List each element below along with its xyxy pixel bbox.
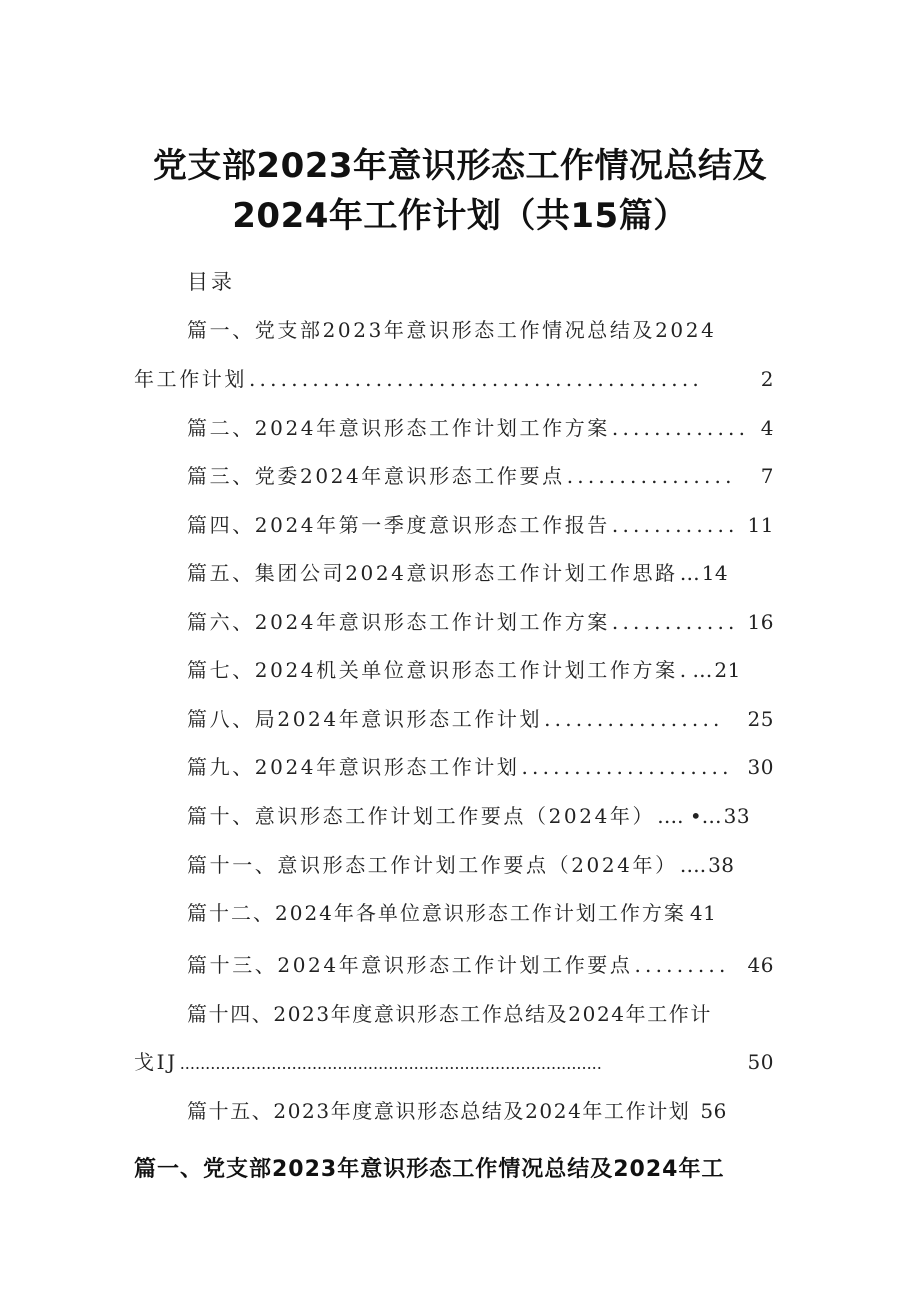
- toc-leader-dots: ...........................................: [249, 367, 703, 391]
- toc-entry-text: 篇四、2024年第一季度意识形态工作报告: [187, 513, 610, 537]
- toc-leader-dots: .........: [634, 953, 730, 977]
- toc-entry-text: 戈IJ: [134, 1050, 178, 1074]
- toc-entry-text: 篇三、党委2024年意识形态工作要点: [187, 464, 565, 488]
- document-title-line-1: 党支部2023年意识形态工作情况总结及: [152, 146, 768, 186]
- toc-entry-7[interactable]: [187, 655, 747, 685]
- toc-entry-13[interactable]: [187, 950, 774, 980]
- toc-page-number: 7: [760, 464, 774, 488]
- toc-leader-dots: …. •…: [657, 804, 722, 828]
- toc-entry-text: 篇十四、2023年度意识形态工作总结及2024年工作计: [187, 1002, 712, 1026]
- toc-page-number: 30: [747, 755, 774, 779]
- toc-entry-14-line-1[interactable]: [187, 999, 767, 1029]
- toc-entry-11[interactable]: [187, 850, 747, 880]
- toc-entry-4[interactable]: [187, 510, 774, 540]
- toc-leader-dots: ............: [611, 513, 739, 537]
- toc-page-number: 33: [723, 804, 751, 828]
- toc-entry-text: 篇一、党支部2023年意识形态工作情况总结及2024: [187, 318, 717, 342]
- toc-page-number: 4: [760, 416, 774, 440]
- toc-entry-text: 篇二、2024年意识形态工作计划工作方案: [187, 416, 610, 440]
- toc-page-number: 38: [708, 853, 735, 877]
- toc-entry-text: 篇九、2024年意识形态工作计划: [187, 755, 520, 779]
- toc-entry-text: 篇十一、意识形态工作计划工作要点（2024年）: [187, 853, 678, 877]
- toc-entry-text: 篇十、意识形态工作计划工作要点（2024年）: [187, 804, 656, 828]
- toc-page-number: 14: [701, 561, 729, 585]
- toc-entry-12[interactable]: [187, 898, 747, 928]
- toc-page-number: 25: [747, 707, 774, 731]
- toc-entry-8[interactable]: [187, 704, 774, 734]
- toc-leader-dots: ............: [611, 610, 739, 634]
- toc-leader-dots: …: [679, 561, 700, 585]
- toc-entry-text: 篇十三、2024年意识形态工作计划工作要点: [187, 953, 633, 977]
- toc-page-number: 16: [747, 610, 774, 634]
- toc-page-number: 56: [700, 1099, 727, 1123]
- toc-entry-2[interactable]: [187, 413, 774, 443]
- toc-page-number: 11: [747, 513, 774, 537]
- toc-entry-14-line-2[interactable]: [134, 1047, 774, 1077]
- toc-leader-dots: ....................: [521, 755, 733, 779]
- toc-leader-dots: . …: [679, 658, 713, 682]
- toc-entry-text: 篇十二、2024年各单位意识形态工作计划工作方案: [187, 901, 686, 925]
- toc-leader-dots: .................: [544, 707, 724, 731]
- toc-entry-text: 篇六、2024年意识形态工作计划工作方案: [187, 610, 610, 634]
- toc-page-number: 50: [747, 1050, 774, 1074]
- toc-entry-1-line-1[interactable]: [187, 315, 747, 345]
- toc-entry-6[interactable]: [187, 607, 774, 637]
- toc-leader-dots: ….: [679, 853, 707, 877]
- document-title-line-2: 2024年工作计划（共15篇）: [232, 196, 688, 236]
- toc-entry-3[interactable]: [187, 461, 774, 491]
- toc-entry-text: 篇十五、2023年度意识形态总结及2024年工作计划: [187, 1099, 691, 1123]
- toc-leader-dots: .............: [611, 416, 750, 440]
- toc-leader-dots: ................: [566, 464, 736, 488]
- toc-entry-10[interactable]: [187, 801, 757, 831]
- toc-page-number: 21: [714, 658, 741, 682]
- toc-entry-text: 篇七、2024机关单位意识形态工作计划工作方案: [187, 658, 678, 682]
- toc-leader-dots: ...................................................................................: [179, 1054, 602, 1073]
- toc-entry-text: 篇八、局2024年意识形态工作计划: [187, 707, 543, 731]
- toc-entry-text: 年工作计划: [134, 367, 247, 391]
- toc-page-number: 46: [747, 953, 774, 977]
- toc-entry-text: 篇五、集团公司2024意识形态工作计划工作思路: [187, 561, 678, 585]
- toc-page-number: 41: [689, 901, 717, 925]
- toc-label: 目录: [187, 270, 235, 294]
- toc-entry-9[interactable]: [187, 752, 774, 782]
- toc-entry-5[interactable]: [187, 558, 747, 588]
- section-heading: 篇一、党支部2023年意识形态工作情况总结及2024年工: [134, 1157, 725, 1182]
- toc-entry-15[interactable]: [187, 1096, 767, 1126]
- toc-page-number: 2: [760, 367, 774, 391]
- toc-entry-1-line-2[interactable]: [134, 364, 774, 394]
